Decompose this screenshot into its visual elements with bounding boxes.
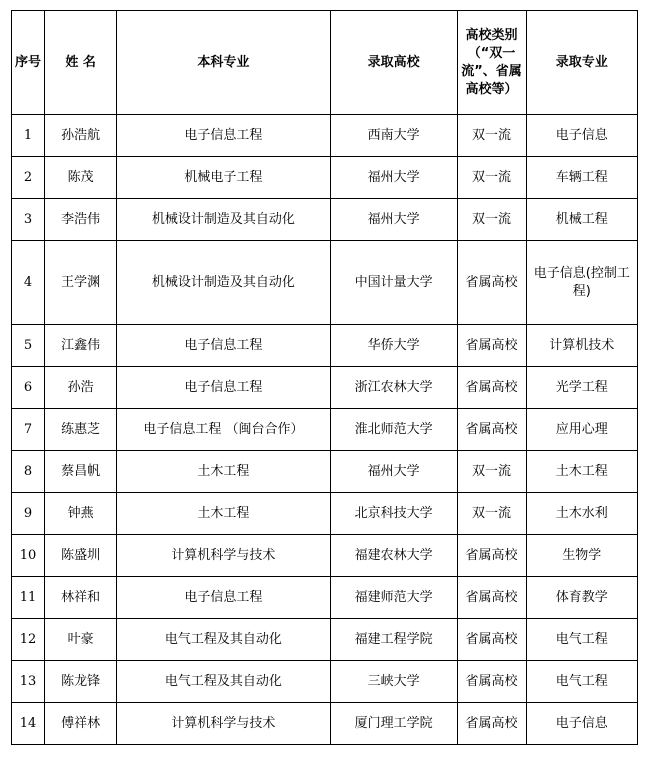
cell-admitted-school: 淮北师范大学 — [330, 409, 457, 451]
cell-index: 11 — [12, 577, 45, 619]
cell-index: 3 — [12, 199, 45, 241]
cell-admitted-major: 生物学 — [526, 535, 637, 577]
table-row — [12, 661, 638, 703]
cell-admitted-school: 福建师范大学 — [330, 577, 457, 619]
cell-undergrad-major: 机械设计制造及其自动化 — [117, 199, 330, 241]
cell-index: 12 — [12, 619, 45, 661]
table-body — [12, 115, 638, 745]
table-row — [12, 409, 638, 451]
cell-undergrad-major: 电子信息工程 — [117, 367, 330, 409]
table-row — [12, 157, 638, 199]
cell-name: 陈茂 — [45, 157, 117, 199]
cell-admitted-school: 福建农林大学 — [330, 535, 457, 577]
cell-index: 4 — [12, 241, 45, 325]
cell-name: 练惠芝 — [45, 409, 117, 451]
cell-school-type: 省属高校 — [457, 325, 526, 367]
table-row — [12, 115, 638, 157]
cell-admitted-school: 西南大学 — [330, 115, 457, 157]
cell-undergrad-major: 电子信息工程 — [117, 115, 330, 157]
cell-school-type: 双一流 — [457, 157, 526, 199]
header-name: 姓 名 — [45, 11, 117, 115]
cell-index: 9 — [12, 493, 45, 535]
table-row — [12, 535, 638, 577]
cell-undergrad-major: 机械设计制造及其自动化 — [117, 241, 330, 325]
cell-name: 王学渊 — [45, 241, 117, 325]
cell-admitted-school: 浙江农林大学 — [330, 367, 457, 409]
cell-name: 钟燕 — [45, 493, 117, 535]
table-row — [12, 241, 638, 325]
cell-name: 江鑫伟 — [45, 325, 117, 367]
cell-school-type: 省属高校 — [457, 703, 526, 745]
table-row — [12, 619, 638, 661]
admission-table — [11, 10, 638, 745]
cell-admitted-school: 厦门理工学院 — [330, 703, 457, 745]
cell-admitted-major: 车辆工程 — [526, 157, 637, 199]
cell-undergrad-major: 电气工程及其自动化 — [117, 619, 330, 661]
header-admitted-school: 录取高校 — [330, 11, 457, 115]
header-undergrad-major: 本科专业 — [117, 11, 330, 115]
cell-admitted-school: 华侨大学 — [330, 325, 457, 367]
cell-school-type: 双一流 — [457, 451, 526, 493]
cell-admitted-major: 计算机技术 — [526, 325, 637, 367]
cell-school-type: 双一流 — [457, 493, 526, 535]
cell-name: 陈盛圳 — [45, 535, 117, 577]
table-row — [12, 199, 638, 241]
cell-admitted-major: 应用心理 — [526, 409, 637, 451]
header-row — [12, 11, 638, 115]
cell-index: 8 — [12, 451, 45, 493]
header-admitted-major: 录取专业 — [526, 11, 637, 115]
cell-index: 14 — [12, 703, 45, 745]
cell-school-type: 省属高校 — [457, 535, 526, 577]
cell-admitted-major: 电气工程 — [526, 661, 637, 703]
header-school-type: 高校类别（“双一流”、省属高校等） — [457, 11, 526, 115]
cell-index: 7 — [12, 409, 45, 451]
cell-school-type: 双一流 — [457, 115, 526, 157]
cell-index: 2 — [12, 157, 45, 199]
cell-admitted-school: 中国计量大学 — [330, 241, 457, 325]
cell-school-type: 省属高校 — [457, 619, 526, 661]
cell-undergrad-major: 计算机科学与技术 — [117, 535, 330, 577]
cell-school-type: 省属高校 — [457, 577, 526, 619]
table-row — [12, 493, 638, 535]
cell-admitted-school: 福州大学 — [330, 157, 457, 199]
cell-name: 孙浩航 — [45, 115, 117, 157]
table-row — [12, 325, 638, 367]
cell-undergrad-major: 电气工程及其自动化 — [117, 661, 330, 703]
cell-school-type: 省属高校 — [457, 367, 526, 409]
cell-index: 10 — [12, 535, 45, 577]
cell-admitted-major: 土木水利 — [526, 493, 637, 535]
cell-name: 蔡昌帆 — [45, 451, 117, 493]
cell-name: 林祥和 — [45, 577, 117, 619]
cell-school-type: 双一流 — [457, 199, 526, 241]
cell-undergrad-major: 电子信息工程 — [117, 577, 330, 619]
cell-admitted-school: 福建工程学院 — [330, 619, 457, 661]
cell-admitted-school: 福州大学 — [330, 451, 457, 493]
cell-name: 傅祥林 — [45, 703, 117, 745]
cell-undergrad-major: 电子信息工程 — [117, 325, 330, 367]
cell-school-type: 省属高校 — [457, 661, 526, 703]
cell-school-type: 省属高校 — [457, 409, 526, 451]
cell-admitted-major: 土木工程 — [526, 451, 637, 493]
cell-index: 13 — [12, 661, 45, 703]
cell-admitted-school: 福州大学 — [330, 199, 457, 241]
cell-undergrad-major: 土木工程 — [117, 451, 330, 493]
cell-name: 孙浩 — [45, 367, 117, 409]
cell-name: 陈龙锋 — [45, 661, 117, 703]
cell-index: 1 — [12, 115, 45, 157]
cell-admitted-school: 三峡大学 — [330, 661, 457, 703]
cell-admitted-major: 电子信息 — [526, 115, 637, 157]
cell-admitted-major: 电子信息 — [526, 703, 637, 745]
cell-school-type: 省属高校 — [457, 241, 526, 325]
cell-admitted-major: 机械工程 — [526, 199, 637, 241]
cell-undergrad-major: 机械电子工程 — [117, 157, 330, 199]
table-row — [12, 703, 638, 745]
cell-name: 叶豪 — [45, 619, 117, 661]
cell-admitted-major: 电子信息(控制工程) — [526, 241, 637, 325]
cell-index: 6 — [12, 367, 45, 409]
header-index: 序号 — [12, 11, 45, 115]
cell-admitted-major: 电气工程 — [526, 619, 637, 661]
table-row — [12, 577, 638, 619]
cell-undergrad-major: 电子信息工程 （闽台合作） — [117, 409, 330, 451]
cell-index: 5 — [12, 325, 45, 367]
cell-admitted-major: 体育教学 — [526, 577, 637, 619]
cell-undergrad-major: 土木工程 — [117, 493, 330, 535]
cell-undergrad-major: 计算机科学与技术 — [117, 703, 330, 745]
table-row — [12, 367, 638, 409]
cell-admitted-major: 光学工程 — [526, 367, 637, 409]
cell-name: 李浩伟 — [45, 199, 117, 241]
cell-admitted-school: 北京科技大学 — [330, 493, 457, 535]
table-row — [12, 451, 638, 493]
